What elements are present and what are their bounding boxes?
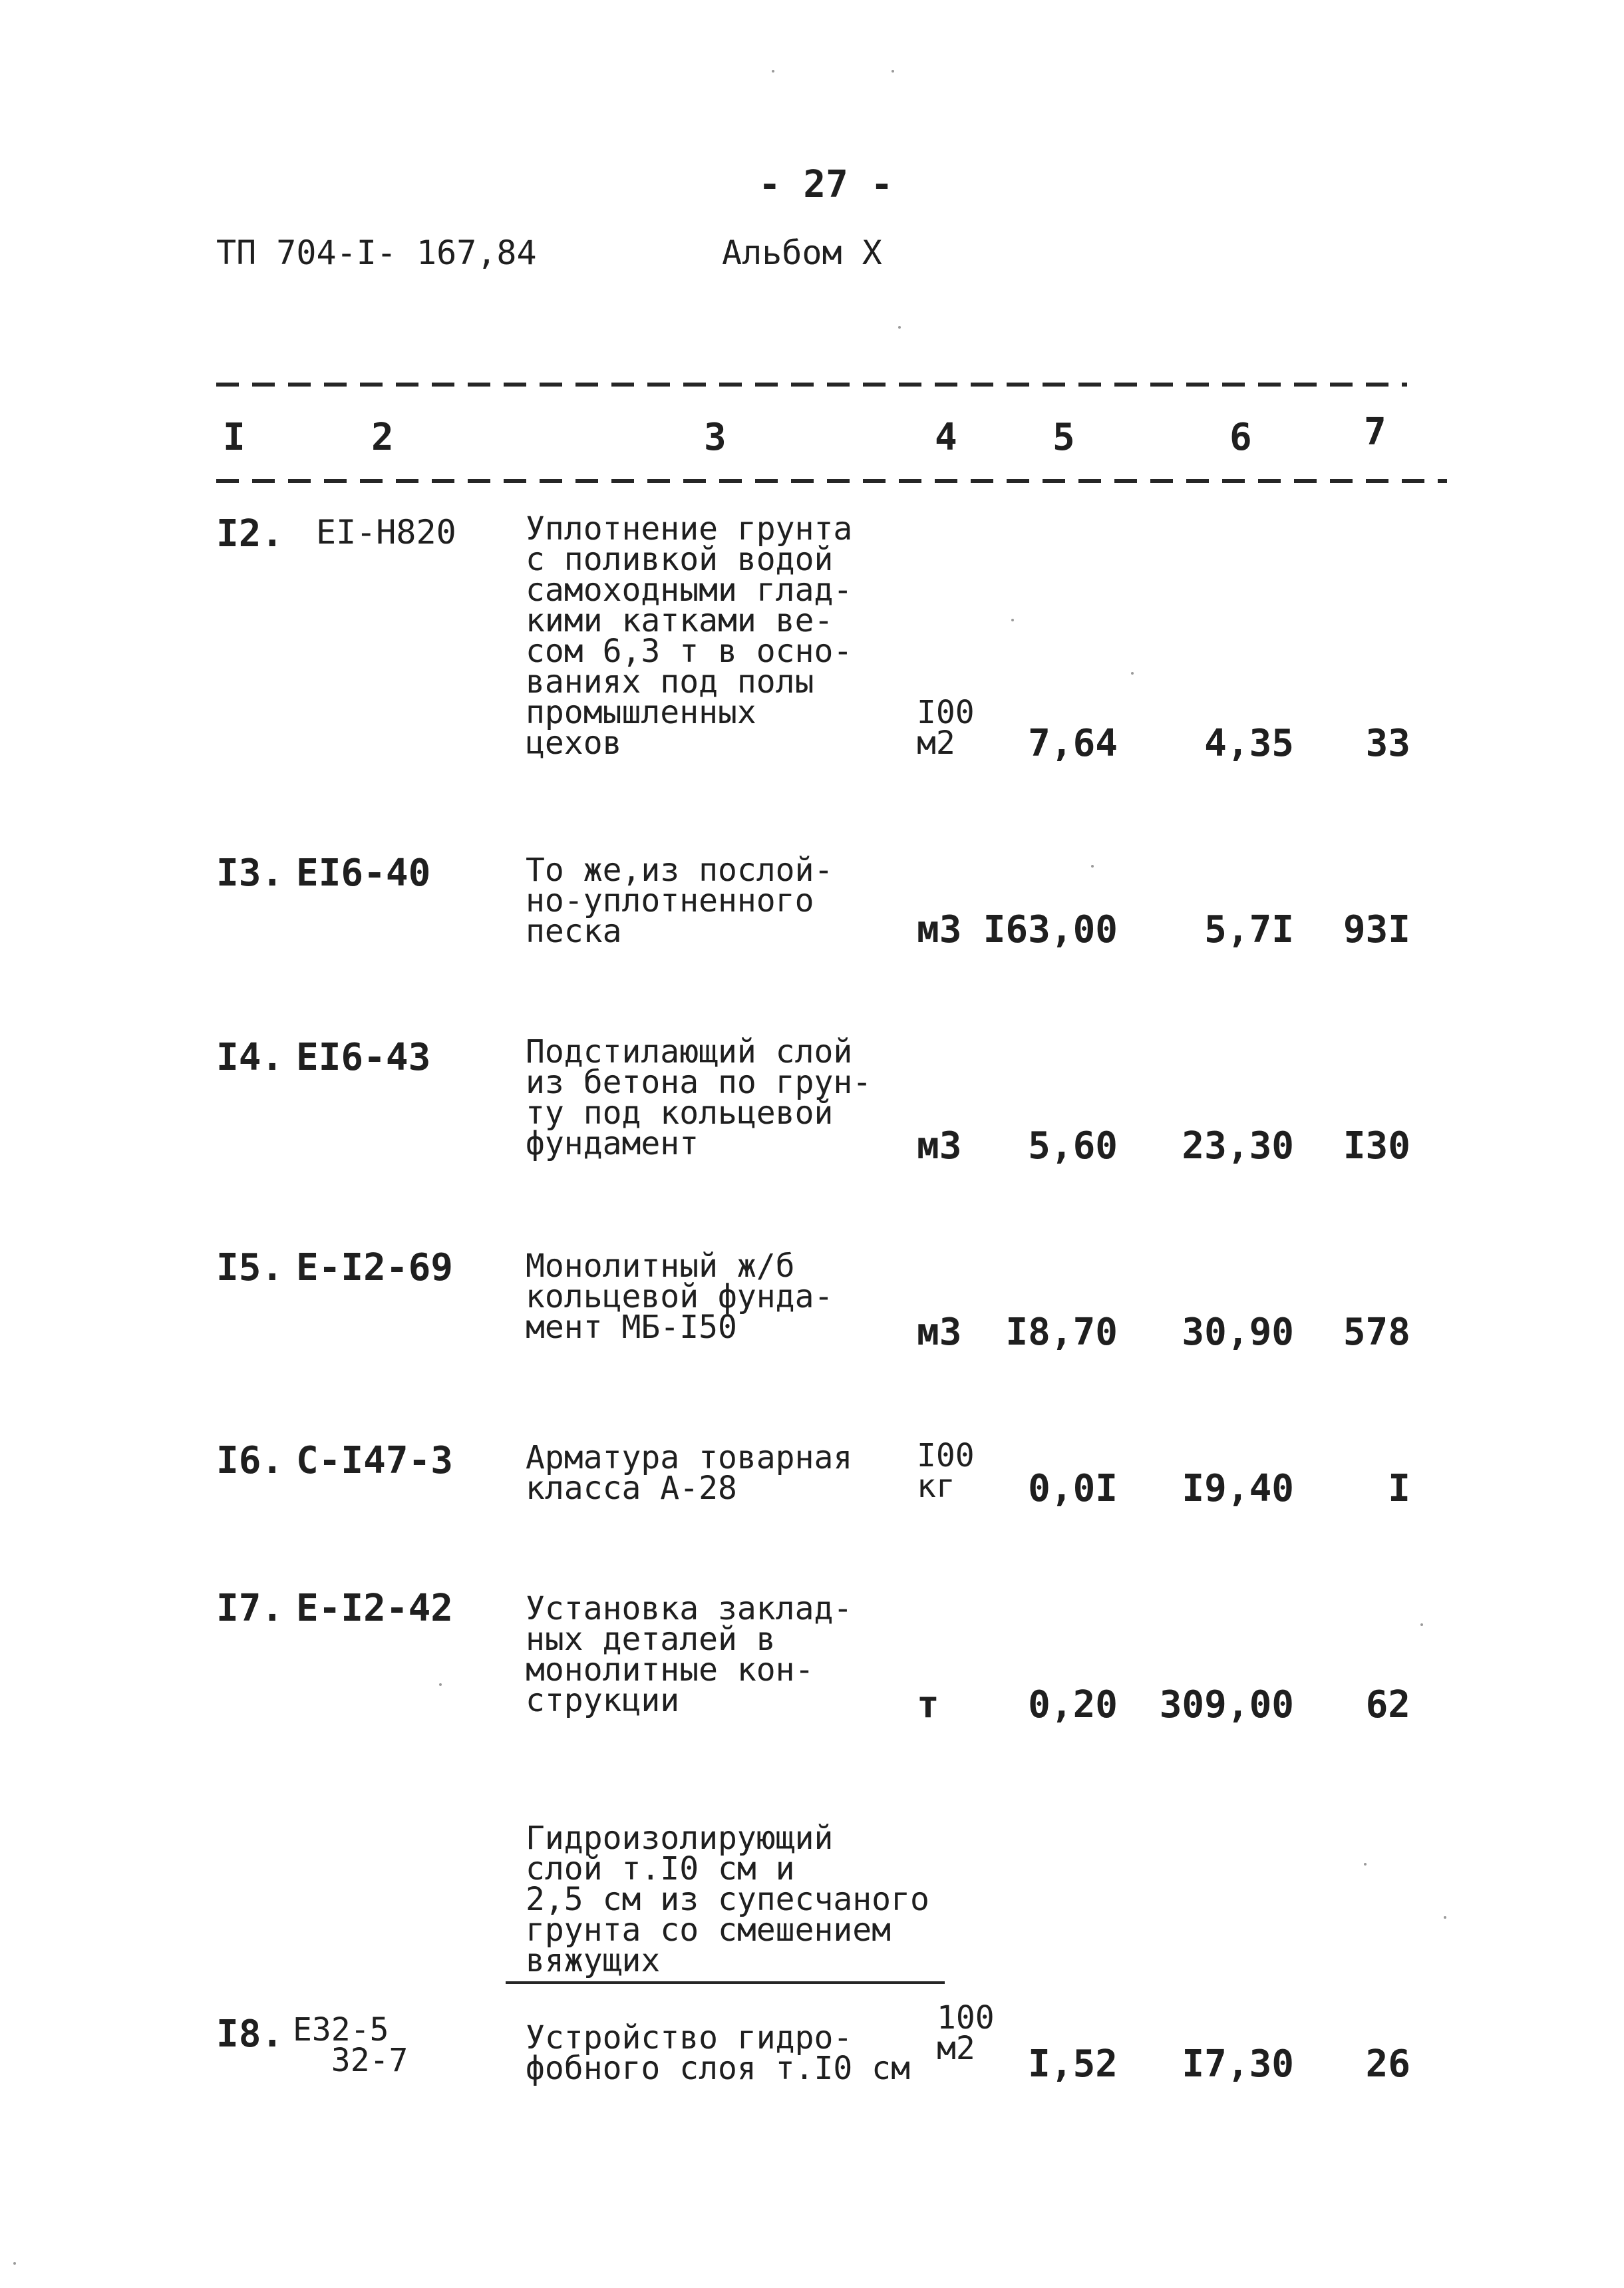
column-header-1: I [223, 416, 245, 459]
row-quantity: 7,64 [1028, 722, 1118, 765]
page-number: - 27 - [758, 163, 893, 206]
row-number: I8. [216, 2013, 284, 2056]
row-unit: 100 м2 [937, 1999, 995, 2067]
scan-speck [898, 326, 901, 329]
scan-speck [439, 1683, 442, 1686]
album-label: Альбом X [722, 234, 882, 272]
row-unit: м3 [917, 1124, 962, 1168]
row-total: 26 [1365, 2043, 1410, 2086]
scan-speck [1131, 672, 1134, 675]
row-total: 578 [1343, 1311, 1410, 1354]
row-number: I2. [216, 512, 284, 556]
row-unit: I00 кг [917, 1437, 975, 1505]
header-bottom-rule [216, 479, 1447, 483]
scan-speck [1444, 1916, 1446, 1919]
row-number: I5. [216, 1246, 284, 1289]
row-quantity: 0,20 [1028, 1683, 1118, 1726]
row-description: Арматура товарная класса А-28 [526, 1439, 853, 1507]
scan-speck [772, 70, 774, 73]
row-code: E-I2-42 [296, 1587, 454, 1630]
row-description: Установка заклад- ных деталей в монолитные кон- струкции [526, 1590, 853, 1719]
scan-speck [1091, 865, 1094, 868]
column-header-4: 4 [935, 416, 957, 459]
row-total: I30 [1343, 1124, 1410, 1168]
row-unit: I00 м2 [917, 694, 975, 762]
row-number: I6. [216, 1439, 284, 1482]
row-code: E32-5 32-7 [293, 2011, 408, 2079]
row-quantity: 5,60 [1028, 1124, 1118, 1168]
document-code: ТП 704-I- 167,84 [216, 234, 537, 272]
row-unit-price: 309,00 [1159, 1683, 1294, 1726]
row-total: 33 [1365, 722, 1410, 765]
column-header-6: 6 [1229, 416, 1252, 459]
row-unit-price: 4,35 [1204, 722, 1294, 765]
column-header-7: 7 [1364, 410, 1386, 454]
column-header-5: 5 [1053, 416, 1075, 459]
row-quantity: I,52 [1028, 2043, 1118, 2086]
row-description: Подстилающий слой из бетона по грун- ту под кольцевой фундамент [526, 1033, 872, 1162]
row-unit-price: 5,7I [1204, 908, 1294, 951]
header-top-rule [216, 383, 1407, 387]
row-unit-price: 23,30 [1182, 1124, 1294, 1168]
row-description: То же,из послой- но-уплотненного песка [526, 852, 834, 950]
row-number: I7. [216, 1587, 284, 1630]
row-total: I [1388, 1467, 1410, 1510]
row-number: I4. [216, 1036, 284, 1079]
row-total: 62 [1365, 1683, 1410, 1726]
section-heading: Гидроизолирующий слой т.I0 см и 2,5 см из супесчаного грунта со смешением вяжущих [526, 1820, 929, 1979]
row-unit: м3 [917, 908, 962, 951]
row-code: EI6-40 [296, 852, 431, 895]
column-header-2: 2 [371, 416, 394, 459]
row-description: Уплотнение грунта с поливкой водой самоходными глад- кими катками ве- сом 6,3 т в осно- ваниях под полы промышленных цехов [526, 510, 853, 762]
scan-speck [892, 70, 894, 73]
row-quantity: I63,00 [983, 908, 1118, 951]
scan-speck [1011, 619, 1014, 621]
scan-speck [1364, 1863, 1367, 1866]
row-unit-price: 30,90 [1182, 1311, 1294, 1354]
scan-speck [1420, 1623, 1423, 1626]
row-unit: м3 [917, 1311, 962, 1354]
row-unit-price: I7,30 [1182, 2043, 1294, 2086]
row-description: Монолитный ж/б кольцевой фунда- мент МБ-I50 [526, 1247, 834, 1346]
row-code: EI6-43 [296, 1036, 431, 1079]
row-total: 93I [1343, 908, 1410, 951]
row-quantity: I8,70 [1005, 1311, 1118, 1354]
row-quantity: 0,0I [1028, 1467, 1118, 1510]
row-code: EI-H820 [316, 513, 456, 552]
scan-speck [13, 2262, 16, 2265]
row-description: Устройство гидро- фобного слоя т.I0 см [526, 2019, 910, 2087]
row-unit: т [917, 1683, 939, 1726]
section-heading-underline [506, 1981, 945, 1984]
row-number: I3. [216, 852, 284, 895]
row-unit-price: I9,40 [1182, 1467, 1294, 1510]
row-code: C-I47-3 [296, 1439, 454, 1482]
column-header-3: 3 [704, 416, 727, 459]
row-code: E-I2-69 [296, 1246, 454, 1289]
